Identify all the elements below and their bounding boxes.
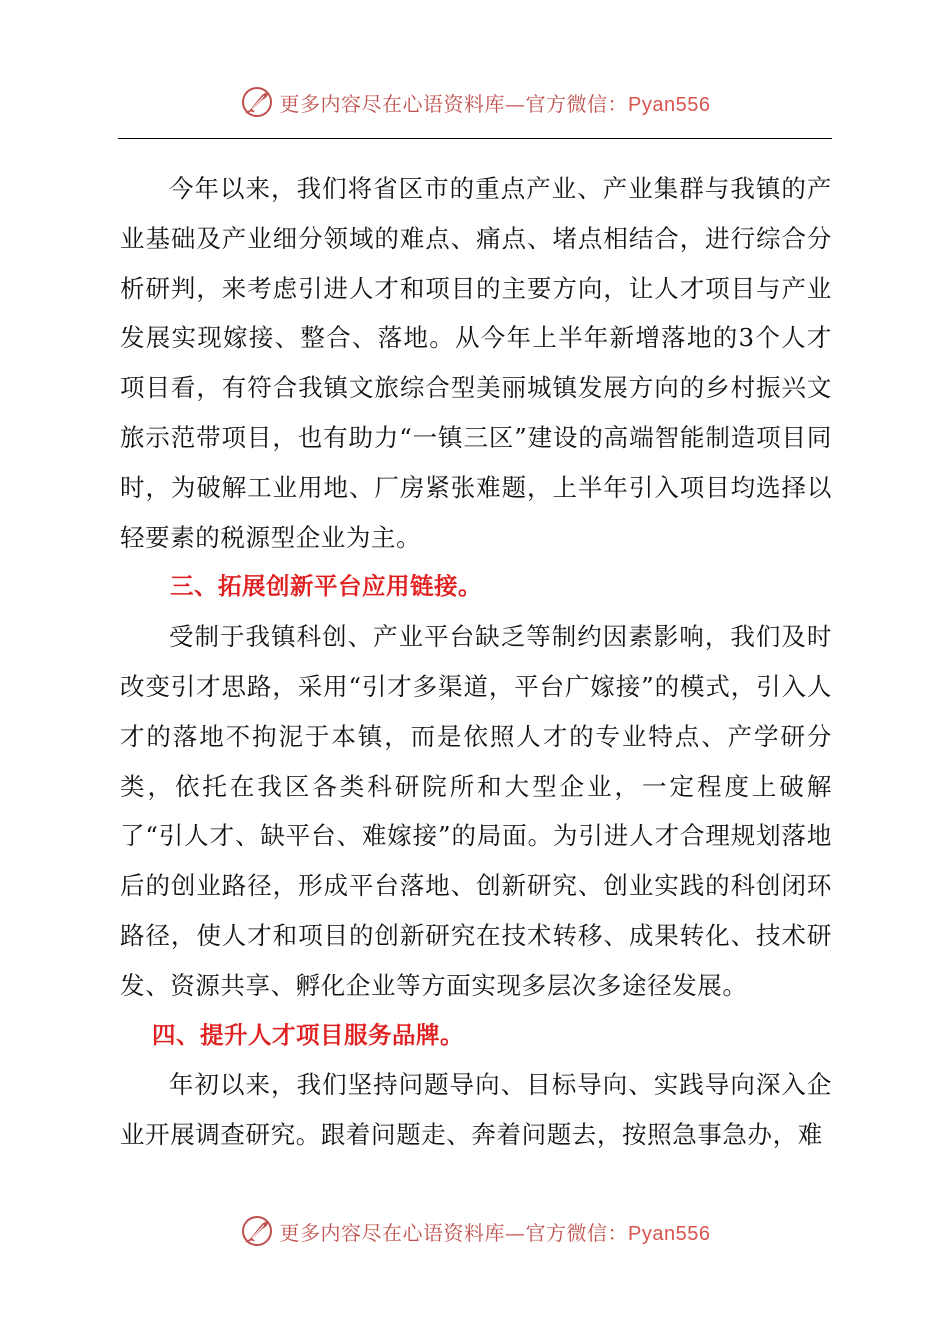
header-site-text: 更多内容尽在心语资料库 (279, 91, 506, 116)
document-body (120, 164, 832, 1160)
quill-pen-logo-icon (240, 1214, 274, 1248)
header-wechat-label: 官方微信： (525, 91, 629, 116)
footer-wechat-handle: Pyan556 (628, 1222, 711, 1245)
quill-pen-logo-icon (240, 85, 274, 119)
header-dash: — (505, 91, 526, 116)
header-divider (118, 138, 832, 139)
header-banner-text (280, 88, 711, 117)
footer-banner-text (280, 1217, 711, 1246)
paragraph-3: 年初以来，我们坚持问题导向、目标导向、实践导向深入企业开展调查研究。跟着问题走、奔着问题去，按照急事急办，难 (120, 1070, 832, 1150)
header-banner-inner (240, 85, 711, 119)
footer-banner-inner (240, 1214, 711, 1248)
header-banner (0, 82, 950, 122)
footer-site-text: 更多内容尽在心语资料库 (279, 1220, 506, 1245)
header-wechat-handle: Pyan556 (628, 93, 711, 116)
section-heading-3: 三、拓展创新平台应用链接。 (170, 572, 482, 601)
footer-dash: — (505, 1220, 526, 1245)
footer-banner (0, 1211, 950, 1251)
paragraph-1: 今年以来，我们将省区市的重点产业、产业集群与我镇的产业基础及产业细分领域的难点、痛点、堵点相结合，进行综合分析研判，来考虑引进人才和项目的主要方向，让人才项目与产业发展实现嫁接、整合、落地。从今年上半年新增落地的3个人才项目看，有符合我镇文旅综合型美丽城镇发展方向的乡村振兴文旅示范带项目，也有助力“一镇三区”建设的高端智能制造项目同时，为破解工业用地、厂房紧张难题，上半年引入项目均选择以轻要素的税源型企业为主。 (120, 174, 832, 552)
footer-wechat-label: 官方微信： (525, 1220, 629, 1245)
paragraph-2: 受制于我镇科创、产业平台缺乏等制约因素影响，我们及时改变引才思路，采用“引才多渠道，平台广嫁接”的模式，引入人才的落地不拘泥于本镇，而是依照人才的专业特点、产学研分类，依托在我区各类科研院所和大型企业，一定程度上破解了“引人才、缺平台、难嫁接”的局面。为引进人才合理规划落地后的创业路径，形成平台落地、创新研究、创业实践的科创闭环路径，使人才和项目的创新研究在技术转移、成果转化、技术研发、资源共享、孵化企业等方面实现多层次多途径发展。 (120, 622, 832, 1000)
section-heading-4: 四、提升人才项目服务品牌。 (152, 1020, 464, 1049)
